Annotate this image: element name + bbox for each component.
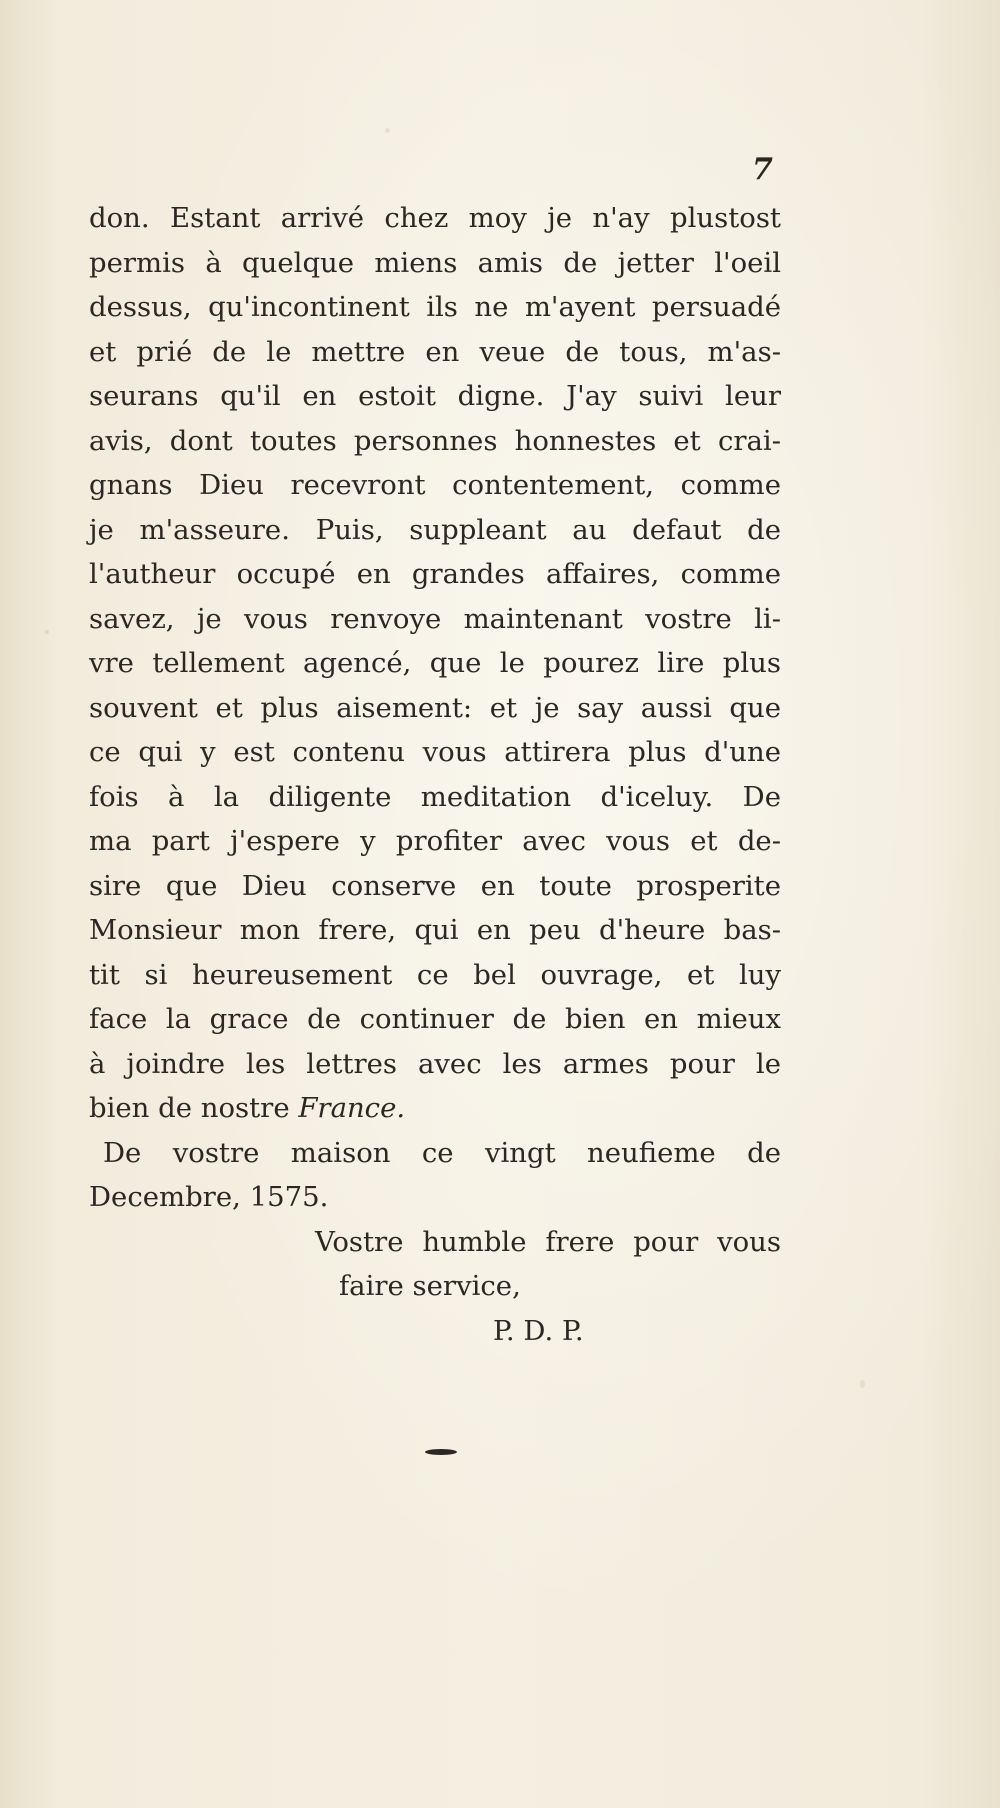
text-line: dessus, qu'incontinent ils ne m'ayent persuadé	[89, 291, 781, 323]
date-line: Decembre, 1575.	[89, 1181, 329, 1213]
closing-line: faire service,	[339, 1270, 521, 1302]
text-line-prefix: bien de nostre	[89, 1092, 299, 1124]
closing-line: Vostre humble frere pour vous	[315, 1225, 781, 1258]
text-line: ce qui y est contenu vous attirera plus d'une	[89, 736, 781, 768]
text-line: savez, je vous renvoye maintenant vostre li-	[89, 602, 781, 635]
ornament-dash	[425, 1449, 457, 1455]
italic-word: France.	[298, 1092, 406, 1124]
text-line: à joindre les lettres avec les armes pour le	[89, 1047, 781, 1080]
text-line: l'autheur occupé en grandes affaires, comme	[89, 558, 781, 590]
text-line: sire que Dieu conserve en toute prosperite	[89, 869, 781, 902]
text-line: vre tellement agencé, que le pourez lire plus	[89, 647, 781, 679]
text-line: souvent et plus aisement: et je say aussi que	[89, 691, 781, 724]
foxing-spot	[385, 128, 390, 133]
text-line-final	[89, 1086, 781, 1131]
text-line: permis à quelque miens amis de jetter l'oeil	[89, 246, 781, 279]
text-line: et prié de le mettre en veue de tous, m'as-	[89, 335, 781, 368]
text-line: seurans qu'il en estoit digne. J'ay suivi leur	[89, 380, 781, 412]
text-line: je m'asseure. Puis, suppleant au defaut de	[89, 513, 781, 546]
foxing-spot	[45, 630, 49, 634]
text-line: Monsieur mon frere, qui en peu d'heure bas-	[89, 914, 781, 946]
text-line: fois à la diligente meditation d'iceluy. De	[89, 780, 781, 813]
text-line: tit si heureusement ce bel ouvrage, et luy	[89, 958, 781, 991]
text-line: gnans Dieu recevront contentement, comme	[89, 469, 781, 501]
signature: P. D. P.	[493, 1314, 584, 1347]
date-line: De vostre maison ce vingt neufieme de	[103, 1136, 781, 1169]
text-line: don. Estant arrivé chez moy je n'ay plustost	[89, 202, 781, 234]
text-line: avis, dont toutes personnes honnestes et crai-	[89, 424, 781, 457]
text-line: ma part j'espere y profiter avec vous et de-	[89, 825, 781, 857]
page-number: 7	[752, 152, 773, 187]
foxing-spot	[860, 1380, 865, 1388]
text-line: face la grace de continuer de bien en mieux	[89, 1003, 781, 1035]
body-text	[89, 196, 781, 1353]
